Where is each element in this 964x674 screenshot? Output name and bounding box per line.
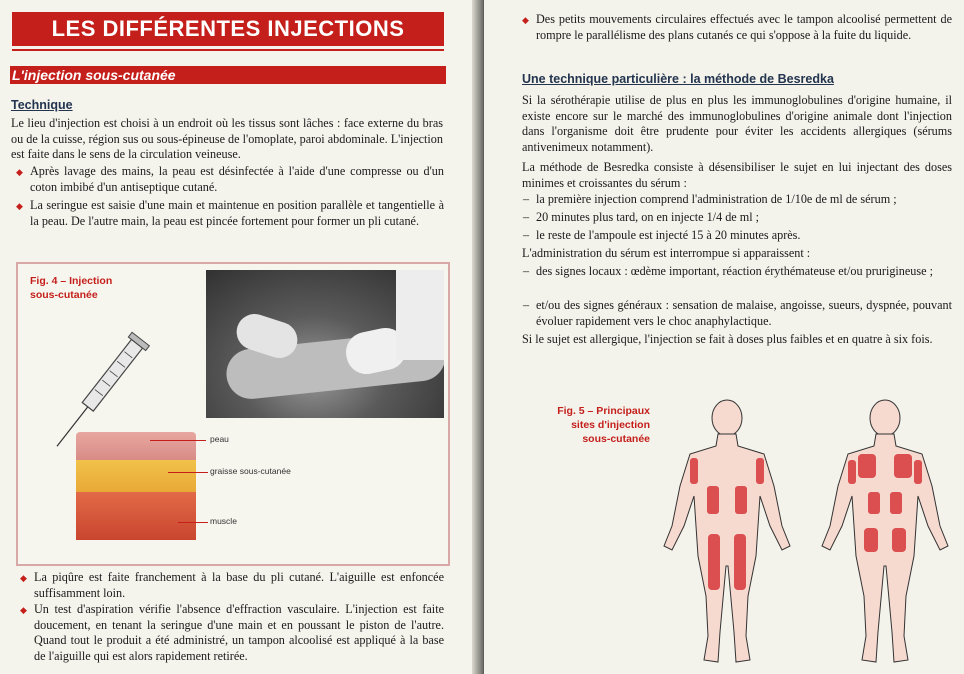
besredka-para-2: La méthode de Besredka consiste à désensibiliser le sujet en lui injectant des doses minimes et croissantes du sérum : — [522, 160, 952, 190]
peau-leader — [150, 440, 206, 441]
muscle-label: muscle — [210, 516, 237, 526]
injection-photo — [206, 270, 444, 418]
fat-layer — [76, 460, 196, 492]
besredka-step-1: – la première injection comprend l'administration de 1/10e de ml de sérum ; — [536, 192, 952, 208]
intro-paragraph: Le lieu d'injection est choisi à un endroit où les tissus sont lâches : face externe du bras ou de la cuisse, région sus ou sous-épineuse de l'omoplate, paroi abdominale. L'injection est faite dans le sens de la circulation veineuse. — [11, 116, 443, 161]
body-back-figure — [810, 396, 960, 668]
body-front-figure — [652, 396, 802, 668]
muscle-layer — [76, 492, 196, 540]
besredka-step-2: – 20 minutes plus tard, on en injecte 1/4 de ml ; — [536, 210, 952, 226]
sign-local: – des signes locaux : œdème important, réaction érythémateuse et/ou prurigineuse ; — [536, 264, 952, 280]
muscle-leader — [178, 522, 208, 523]
besredka-para-4: Si le sujet est allergique, l'injection se fait à doses plus faibles et en quatre à six fois. — [522, 332, 933, 346]
skin-layer — [76, 432, 196, 460]
bullet-aspiration: ◆ Un test d'aspiration vérifie l'absence d'effraction vasculaire. L'injection est faite doucement, en tenant la seringue d'une main et en poussant le piston de l'autre. Quand tout le produit a été administré, un tampon alcoolisé est appliqué à la base de l'aiguille qui est alors rapidement retirée. — [34, 602, 444, 664]
besredka-heading: Une technique particulière : la méthode de Besredka — [522, 72, 834, 86]
photo-glove — [396, 270, 444, 360]
graisse-label: graisse sous-cutanée — [210, 466, 291, 476]
chapter-title: LES DIFFÉRENTES INJECTIONS — [12, 12, 444, 46]
title-rule — [12, 49, 444, 51]
figure-5-caption-line1: Fig. 5 – Principaux — [557, 405, 650, 417]
besredka-para-1: Si la sérothérapie utilise de plus en plus les immunoglobulines d'origine humaine, il existe encore sur le marché des immunoglobulines d'origine animale dont l'injection dans l'organisme doit être prudente pour éviter les accidents allergiques (sérums antivenimeux notamment). — [522, 93, 952, 154]
figure-4-caption-line1: Fig. 4 – Injection — [30, 275, 113, 287]
section-title: L'injection sous-cutanée — [10, 66, 446, 84]
technique-heading: Technique — [11, 98, 73, 112]
bullet-pique: ◆ La piqûre est faite franchement à la base du pli cutané. L'aiguille est enfoncée suffisamment loin. — [34, 570, 444, 601]
peau-label: peau — [210, 434, 229, 444]
graisse-leader — [168, 472, 208, 473]
bullet-wash-hands: ◆ Après lavage des mains, la peau est désinfectée à l'aide d'une compresse ou d'un coton imbibé d'un antiseptique cutané. — [30, 164, 444, 195]
figure-4 — [16, 262, 450, 566]
sign-general: – et/ou des signes généraux : sensation de malaise, angoisse, sueurs, dyspnée, pouvant évoluer rapidement vers le choc anaphylactique. — [536, 298, 952, 329]
figure-5-caption-line2: sites d'injection — [571, 419, 650, 431]
bullet-hold-syringe: ◆ La seringue est saisie d'une main et maintenue en position parallèle et tangentielle à la peau. De l'autre main, la peau est pincée fortement pour former un pli cutané. — [30, 198, 444, 229]
skin-layers-diagram — [76, 432, 196, 540]
figure-4-caption-line2: sous-cutanée — [30, 289, 98, 301]
besredka-step-3: – le reste de l'ampoule est injecté 15 à 20 minutes après. — [536, 228, 952, 244]
right-page — [484, 0, 964, 674]
figure-5-caption-line3: sous-cutanée — [582, 433, 650, 445]
besredka-para-3: L'administration du sérum est interrompue si apparaissent : — [522, 246, 811, 260]
left-page — [0, 0, 480, 674]
bullet-circular-movements: ◆ Des petits mouvements circulaires effectués avec le tampon alcoolisé permettent de rompre le parallélisme des plans cutanés ce qui s'oppose à la fuite du liquide. — [536, 12, 952, 43]
